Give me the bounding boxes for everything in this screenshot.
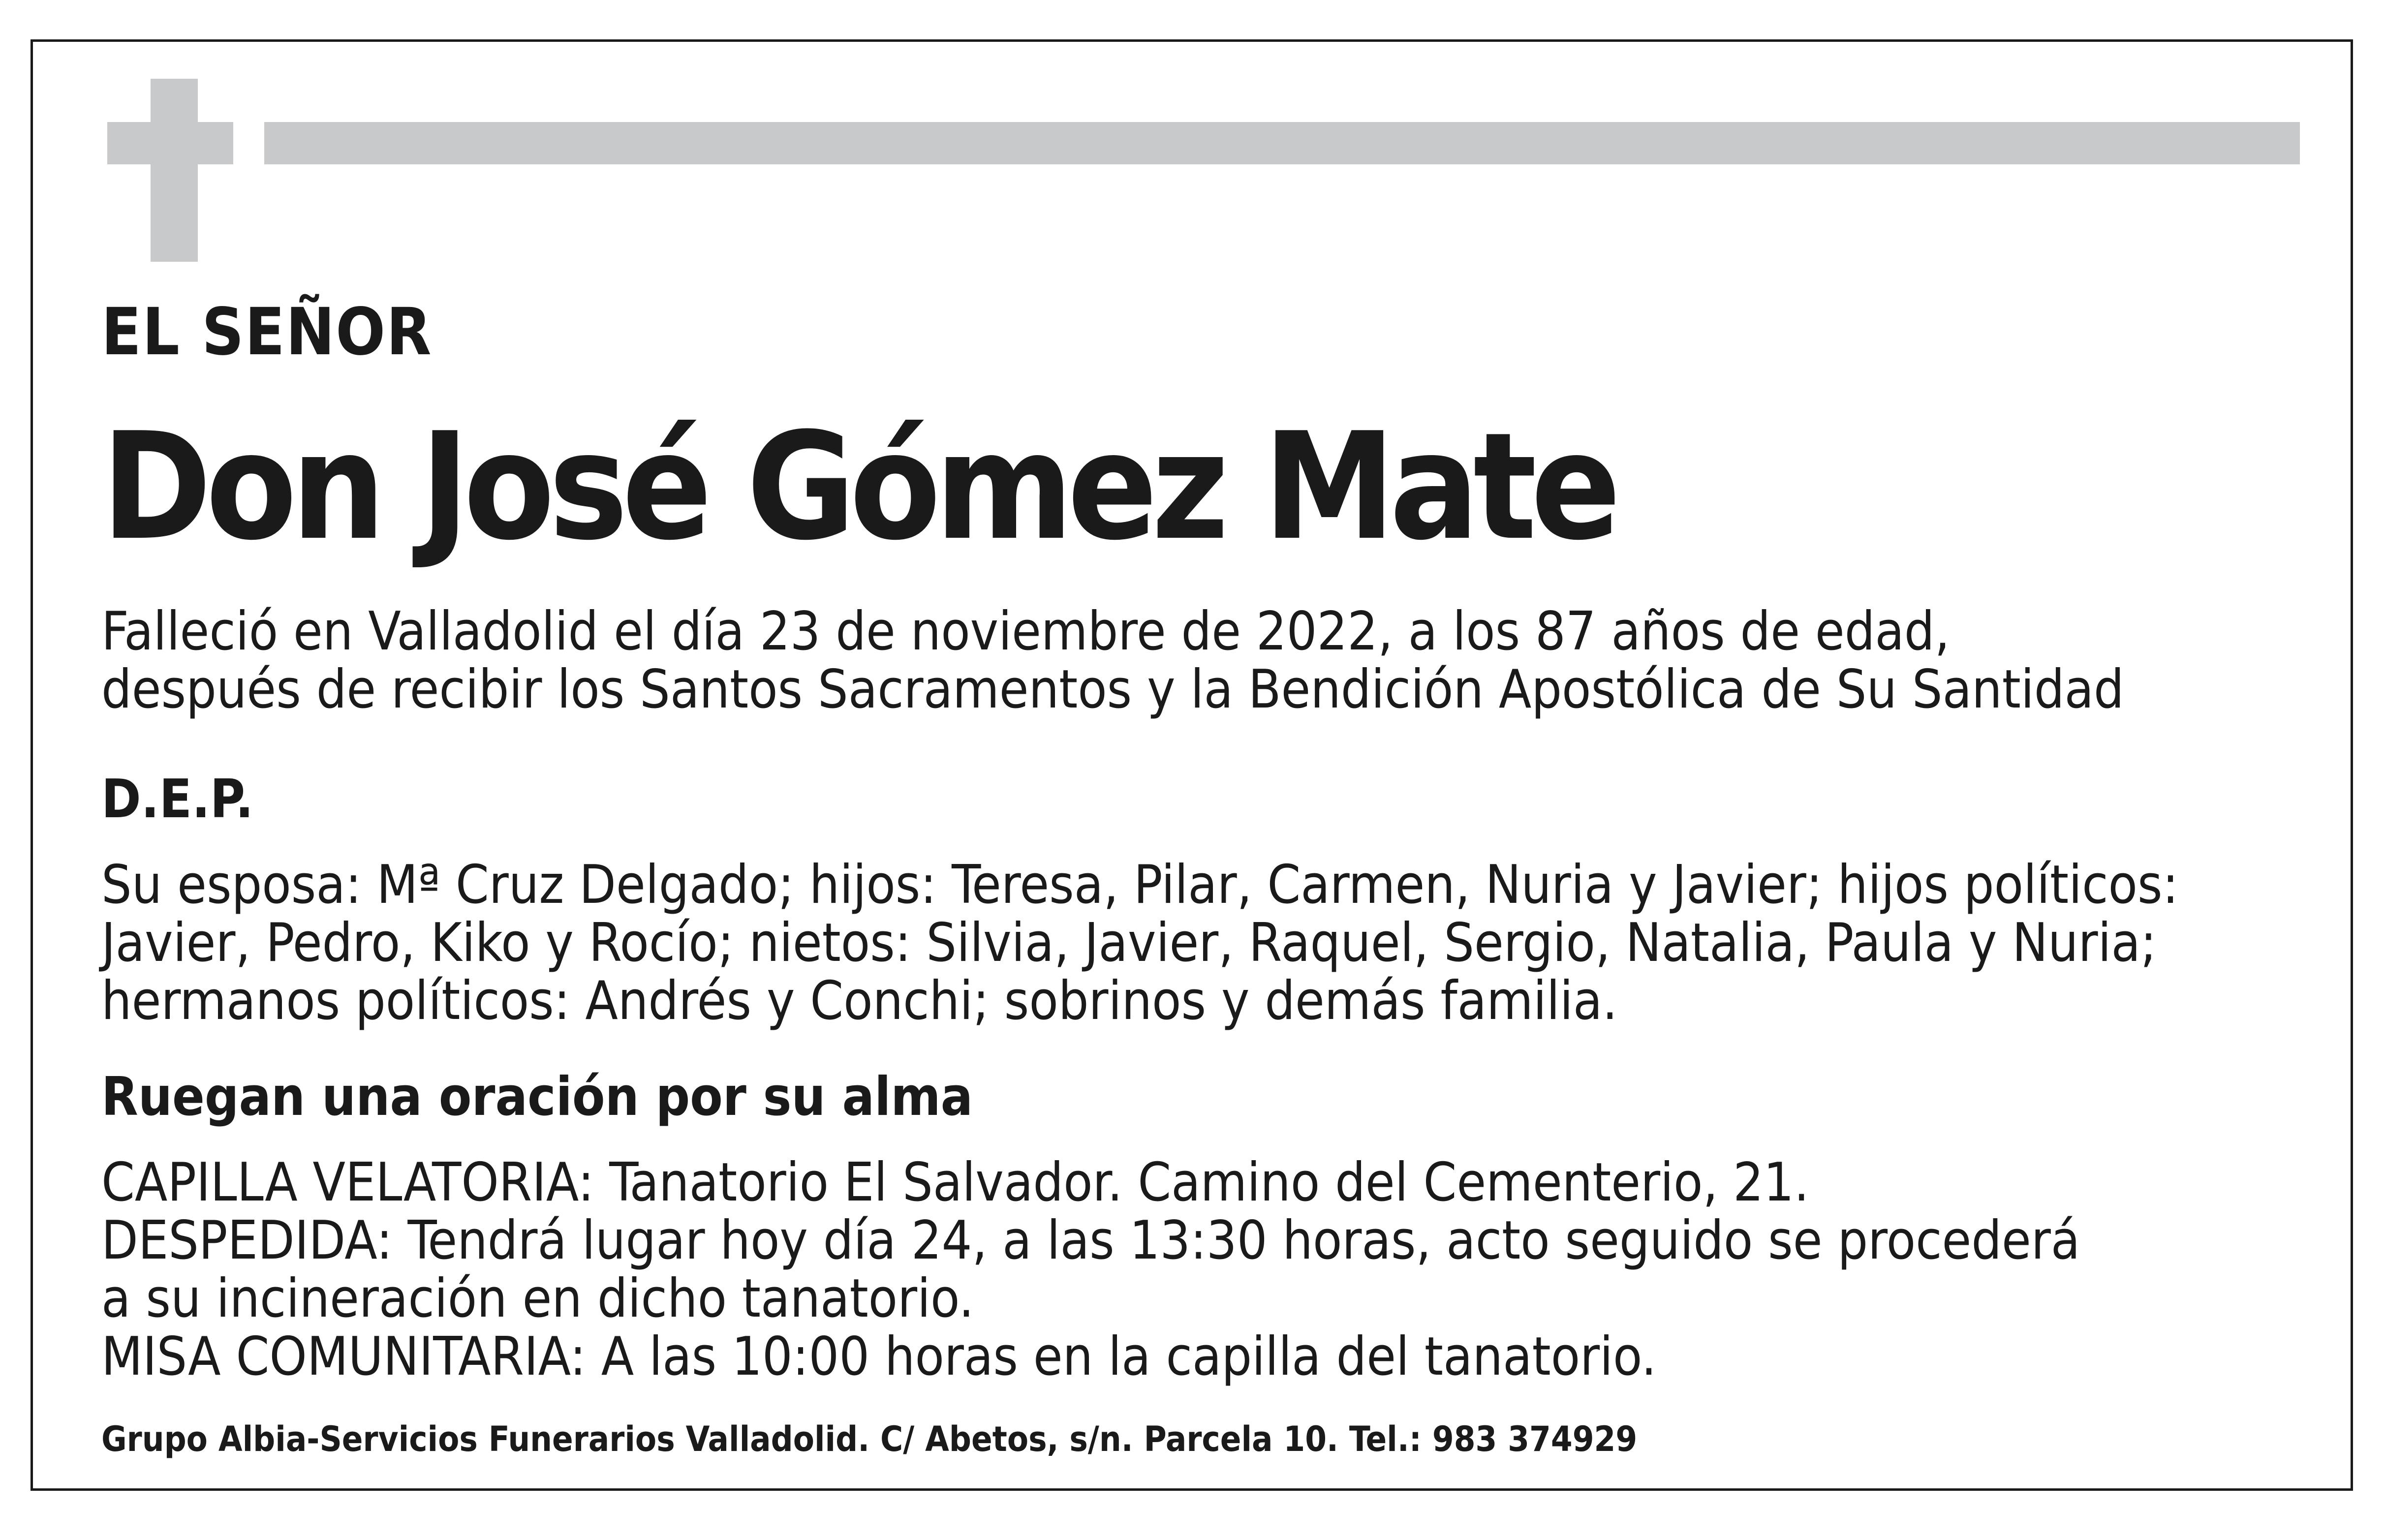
family-line: Su esposa: Mª Cruz Delgado; hijos: Teresa, Pilar, Carmen, Nuria y Javier; hijos políticos: [101,854,2179,916]
cross-icon [151,79,198,262]
rip-label: D.E.P. [101,769,254,830]
service-line: CAPILLA VELATORIA: Tanatorio El Salvador. Camino del Cementerio, 21. [101,1152,1809,1213]
service-details [101,1154,2080,1386]
deceased-name: Don José Gómez Mate [101,401,1615,573]
family-line: hermanos políticos: Andrés y Conchi; sobrinos y demás familia. [101,970,1618,1032]
header-bar [264,122,2300,164]
family-line: Javier, Pedro, Kiko y Rocío; nietos: Silvia, Javier, Raquel, Sergio, Natalia, Paula y Nuria; [101,912,2157,974]
death-notice-line: después de recibir los Santos Sacramentos y la Bendición Apostólica de Su Santidad [101,659,2124,720]
prayer-request: Ruegan una oración por su alma [101,1066,973,1128]
honorific: EL SEÑOR [101,294,433,370]
death-notice-line: Falleció en Valladolid el día 23 de noviembre de 2022, a los 87 años de edad, [101,601,1950,662]
cross-icon-arm [107,122,233,164]
service-line: MISA COMUNITARIA: A las 10:00 horas en la capilla del tanatorio. [101,1326,1657,1387]
funeral-home-footer: Grupo Albia-Servicios Funerarios Valladolid. C/ Abetos, s/n. Parcela 10. Tel.: 983 374929 [101,1419,1638,1459]
service-line: a su incineración en dicho tanatorio. [101,1268,974,1329]
death-notice [101,603,2124,719]
service-line: DESPEDIDA: Tendrá lugar hoy día 24, a las 13:30 horas, acto seguido se procederá [101,1210,2080,1271]
family-list [101,856,2178,1030]
